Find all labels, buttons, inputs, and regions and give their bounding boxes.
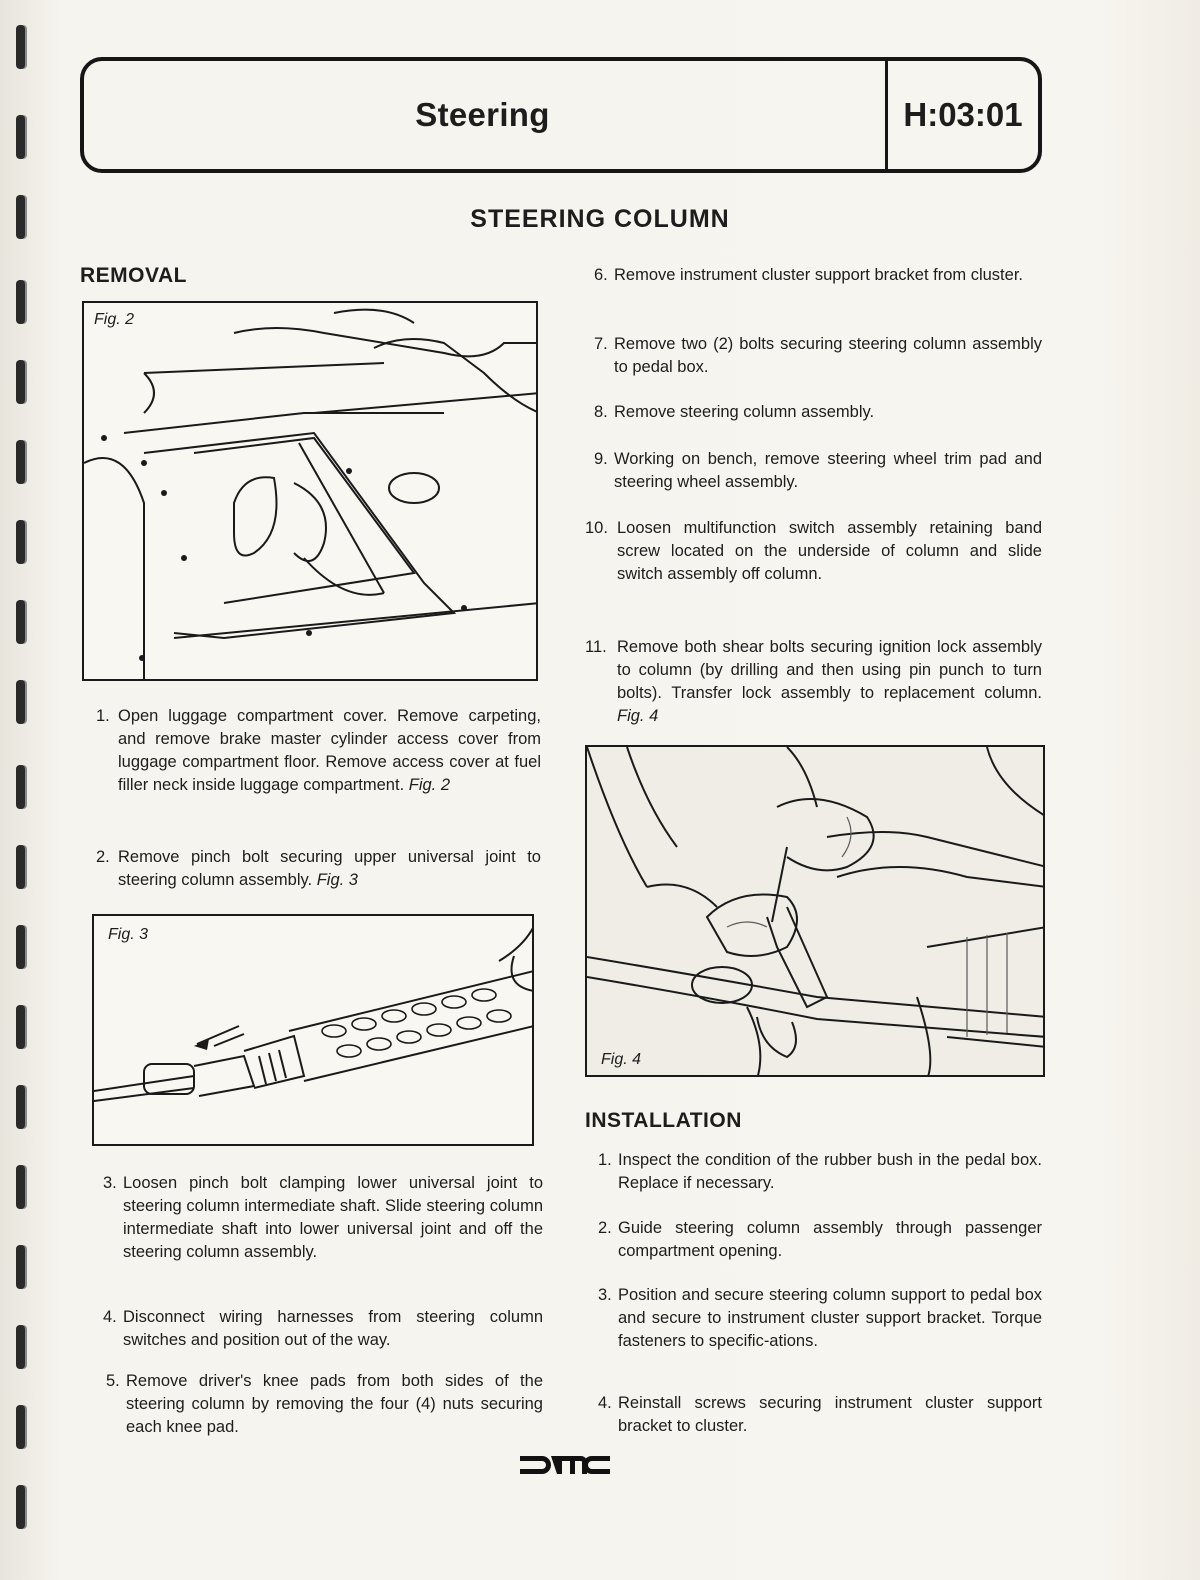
step-number: 1. (96, 707, 110, 725)
step-text: Reinstall screws securing instrument cluster support bracket to cluster. (618, 1394, 1042, 1435)
step-text: Working on bench, remove steering wheel trim pad and steering wheel assembly. (614, 450, 1042, 491)
installation-step-2 (598, 1217, 1042, 1263)
step-number: 3. (598, 1286, 612, 1304)
figure-ref: Fig. 3 (316, 871, 358, 889)
step-text: Remove instrument cluster support bracket from cluster. (614, 266, 1023, 284)
removal-step-4 (103, 1306, 543, 1352)
fig3-label: Fig. 3 (108, 926, 149, 943)
step-text: Guide steering column assembly through passenger compartment opening. (618, 1219, 1042, 1260)
installation-step-1 (598, 1149, 1042, 1195)
step-text: Remove pinch bolt securing upper universal joint to steering column assembly. (118, 848, 541, 889)
fig3-illustration (94, 916, 534, 1146)
step-number: 7. (594, 335, 608, 353)
figure-ref: Fig. 2 (408, 776, 451, 794)
removal-step-8 (594, 401, 1042, 424)
step-number: 3. (103, 1174, 117, 1192)
step-number: 6. (594, 266, 608, 284)
removal-step-6 (594, 264, 1042, 287)
figure-ref: Fig. 4 (617, 707, 659, 725)
section-title: STEERING COLUMN (470, 205, 730, 233)
step-number: 2. (598, 1219, 612, 1237)
figure-3 (92, 914, 534, 1146)
step-text: Remove steering column assembly. (614, 403, 875, 421)
removal-step-5 (106, 1370, 543, 1439)
removal-step-11 (585, 636, 1042, 728)
step-number: 4. (103, 1308, 117, 1326)
section-code: H:03:01 (903, 96, 1023, 133)
step-text: Remove two (2) bolts securing steering column assembly to pedal box. (614, 335, 1042, 376)
figure-2 (82, 301, 538, 681)
removal-step-2 (96, 846, 541, 892)
step-number: 11. (585, 638, 607, 656)
step-number: 4. (598, 1394, 612, 1412)
step-text: Loosen multifunction switch assembly retaining band screw located on the underside of column and slide switch assembly off column. (617, 519, 1042, 583)
removal-step-1 (96, 705, 541, 797)
step-text: Remove driver's knee pads from both sides of the steering column by removing the four (4) nuts securing each knee pad. (126, 1372, 543, 1436)
figure-4 (585, 745, 1045, 1077)
page-title: Steering (415, 96, 550, 133)
step-number: 2. (96, 848, 110, 866)
step-number: 10. (585, 519, 608, 537)
step-number: 8. (594, 403, 608, 421)
fig4-illustration (587, 747, 1045, 1077)
fig2-label: Fig. 2 (94, 311, 135, 328)
fig4-label: Fig. 4 (601, 1051, 642, 1068)
step-number: 9. (594, 450, 608, 468)
step-number: 5. (106, 1372, 120, 1390)
removal-step-3 (103, 1172, 543, 1264)
step-number: 1. (598, 1151, 612, 1169)
removal-heading: REMOVAL (80, 264, 187, 287)
step-text: Position and secure steering column support to pedal box and secure to instrument cluster support bracket. Torque fasteners to specific-ations. (618, 1286, 1042, 1350)
step-text: Open luggage compartment cover. Remove carpeting, and remove brake master cylinder access cover from luggage compartment floor. Remove access cover at fuel filler neck inside luggage compartment. (118, 707, 541, 794)
step-text: Remove both shear bolts securing ignition lock assembly to column (by drilling and then using pin punch to turn bolts). Transfer lock assembly to replacement column. (617, 638, 1042, 702)
binding-holes (16, 20, 46, 1560)
dmc-logo (520, 1450, 610, 1480)
step-text: Disconnect wiring harnesses from steering column switches and position out of the way. (123, 1308, 543, 1349)
installation-heading: INSTALLATION (585, 1109, 742, 1132)
installation-step-3 (598, 1284, 1042, 1353)
fig2-illustration (84, 303, 538, 681)
installation-step-4 (598, 1392, 1042, 1438)
step-text: Inspect the condition of the rubber bush in the pedal box. Replace if necessary. (618, 1151, 1042, 1192)
step-text: Loosen pinch bolt clamping lower universal joint to steering column intermediate shaft. Slide steering column intermediate shaft into lower universal joint and off the steering column assembly. (123, 1174, 543, 1261)
removal-step-9 (594, 448, 1042, 494)
removal-step-10 (585, 517, 1042, 586)
removal-step-7 (594, 333, 1042, 379)
